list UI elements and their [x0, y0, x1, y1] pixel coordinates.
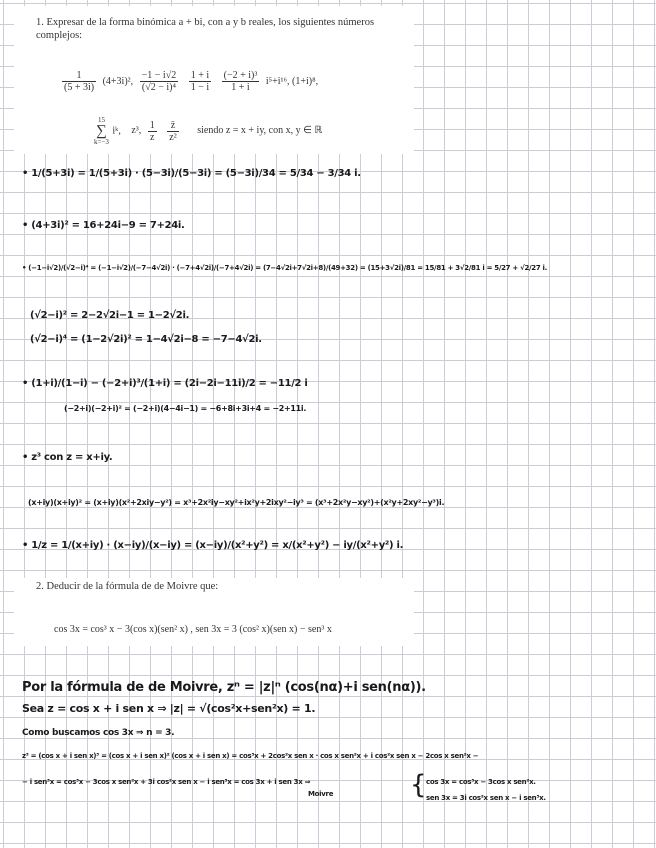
hw-line-7: (−2+i)(−2+i)² = (−2+i)(4−4i−1) = −6+8i+3i+4 = −2+11i.: [64, 404, 307, 413]
problem-2-text: Deducir de la fórmula de de Moivre que:: [46, 581, 219, 592]
problem-1-row-2: [90, 116, 322, 146]
hw-line-1: • 1/(5+3i) = 1/(5+3i) · (5−3i)/(5−3i) = (5−3i)/34 = 5/34 − 3/34 i.: [22, 168, 361, 179]
hw-line-2: • (4+3i)² = 16+24i−9 = 7+24i.: [22, 220, 185, 231]
hw-line-9: (x+iy)(x+iy)² = (x+iy)(x²+2xiy−y²) = x³+2x²iy−xy²+ix²y+2ixy²−iy³ = (x³+2x²y−xy²)+(x²y+2xy²−y³)i.: [28, 498, 445, 507]
hw-line-10: • 1/z = 1/(x+iy) · (x−iy)/(x−iy) = (x−iy)/(x²+y²) = x/(x²+y²) − iy/(x²+y²) i.: [22, 540, 404, 551]
fraction-conj-over-z2: $\frac{z̄}{\text{z²}}$: [169, 119, 177, 143]
hw2-line-4: z³ = (cos x + i sen x)³ = (cos x + i sen x)² (cos x + i sen x) = cos³x + 2cos²x sen x · cos x sen²x + i cos²x sen x − 2cos x sen²x −: [22, 752, 479, 760]
term-z-cubed: z³,: [131, 125, 142, 137]
problem-2-number: 2.: [36, 581, 44, 592]
condition-text: siendo z = x + iy, con x, y ∈ ℝ: [197, 125, 323, 137]
problem-1-panel: [14, 6, 414, 154]
hw-line-5: (√2−i)⁴ = (1−2√2i)² = 1−4√2i−8 = −7−4√2i.: [30, 334, 262, 345]
problem-1-text: Expresar de la forma binómica a + bi, con a y b reales, los siguientes números complejos:: [36, 17, 375, 41]
hw2-result-cos: cos 3x = cos³x − 3cos x sen²x.: [426, 778, 536, 786]
fraction-3: $\frac{-1 - i√2}{\text{(√2 − i)⁴}}$: [141, 70, 177, 93]
hw-line-8: • z³ con z = x+iy.: [22, 452, 113, 463]
hw2-line-3: Como buscamos cos 3x ⇒ n = 3.: [22, 728, 175, 738]
fraction-5: $\frac{\text{(−2 + i)³}}{1 + i}$: [223, 70, 258, 93]
problem-1-number: 1.: [36, 17, 44, 28]
problem-1-statement: [36, 16, 396, 42]
problem-1-row-1: [58, 70, 318, 93]
hw2-line-5: − i sen³x = cos³x − 3cos x sen²x + 3i cos²x sen x − i sen³x = cos 3x + i sen 3x ⇒: [22, 778, 311, 786]
fraction-one-over-z: $\frac{1}{z}$: [149, 119, 155, 143]
result-brace: {: [410, 770, 427, 800]
summation: 15 ∑ k=−3: [94, 116, 109, 146]
summation-term: iᵏ,: [112, 125, 121, 137]
hw2-line-1: Por la fórmula de de Moivre, zⁿ = |z|ⁿ (cos(nα)+i sen(nα)).: [22, 680, 426, 695]
problem-2-statement: [36, 580, 218, 593]
hw-line-4: (√2−i)² = 2−2√2i−1 = 1−2√2i.: [30, 310, 190, 321]
term-6: i⁵+i¹⁶,: [265, 75, 290, 87]
hw-line-6: • (1+i)/(1−i) − (−2+i)³/(1+i) = (2i−2i−11i)/2 = −11/2 i: [22, 378, 308, 389]
hw2-moivre-label: Moivre: [308, 790, 334, 798]
hw-line-3: • (−1−i√2)/(√2−i)⁴ = (−1−i√2)/(−7−4√2i) · (−7+4√2i)/(−7+4√2i) = (7−4√2i+7√2i+8)/(49+32) = (15+3√2i)/81 = 15/81 + 3√2/81 i = 5/27 + √2/27 i.: [22, 264, 548, 272]
fraction-4: $\frac{1 + i}{1 - i}$: [190, 70, 210, 93]
de-moivre-formula: cos 3x = cos³ x − 3(cos x)(sen² x) , sen 3x = 3 (cos² x)(sen x) − sen³ x: [54, 624, 332, 635]
term-2: (4+3i)²,: [102, 75, 134, 87]
problem-2-panel: [14, 578, 414, 646]
term-7: (1+i)⁸,: [292, 75, 319, 87]
hw2-result-sen: sen 3x = 3i cos²x sen x − i sen³x.: [426, 794, 546, 802]
fraction-1: $\frac{1}{(5 + 3i)}$: [64, 70, 95, 93]
hw2-line-2: Sea z = cos x + i sen x ⇒ |z| = √(cos²x+sen²x) = 1.: [22, 702, 316, 715]
